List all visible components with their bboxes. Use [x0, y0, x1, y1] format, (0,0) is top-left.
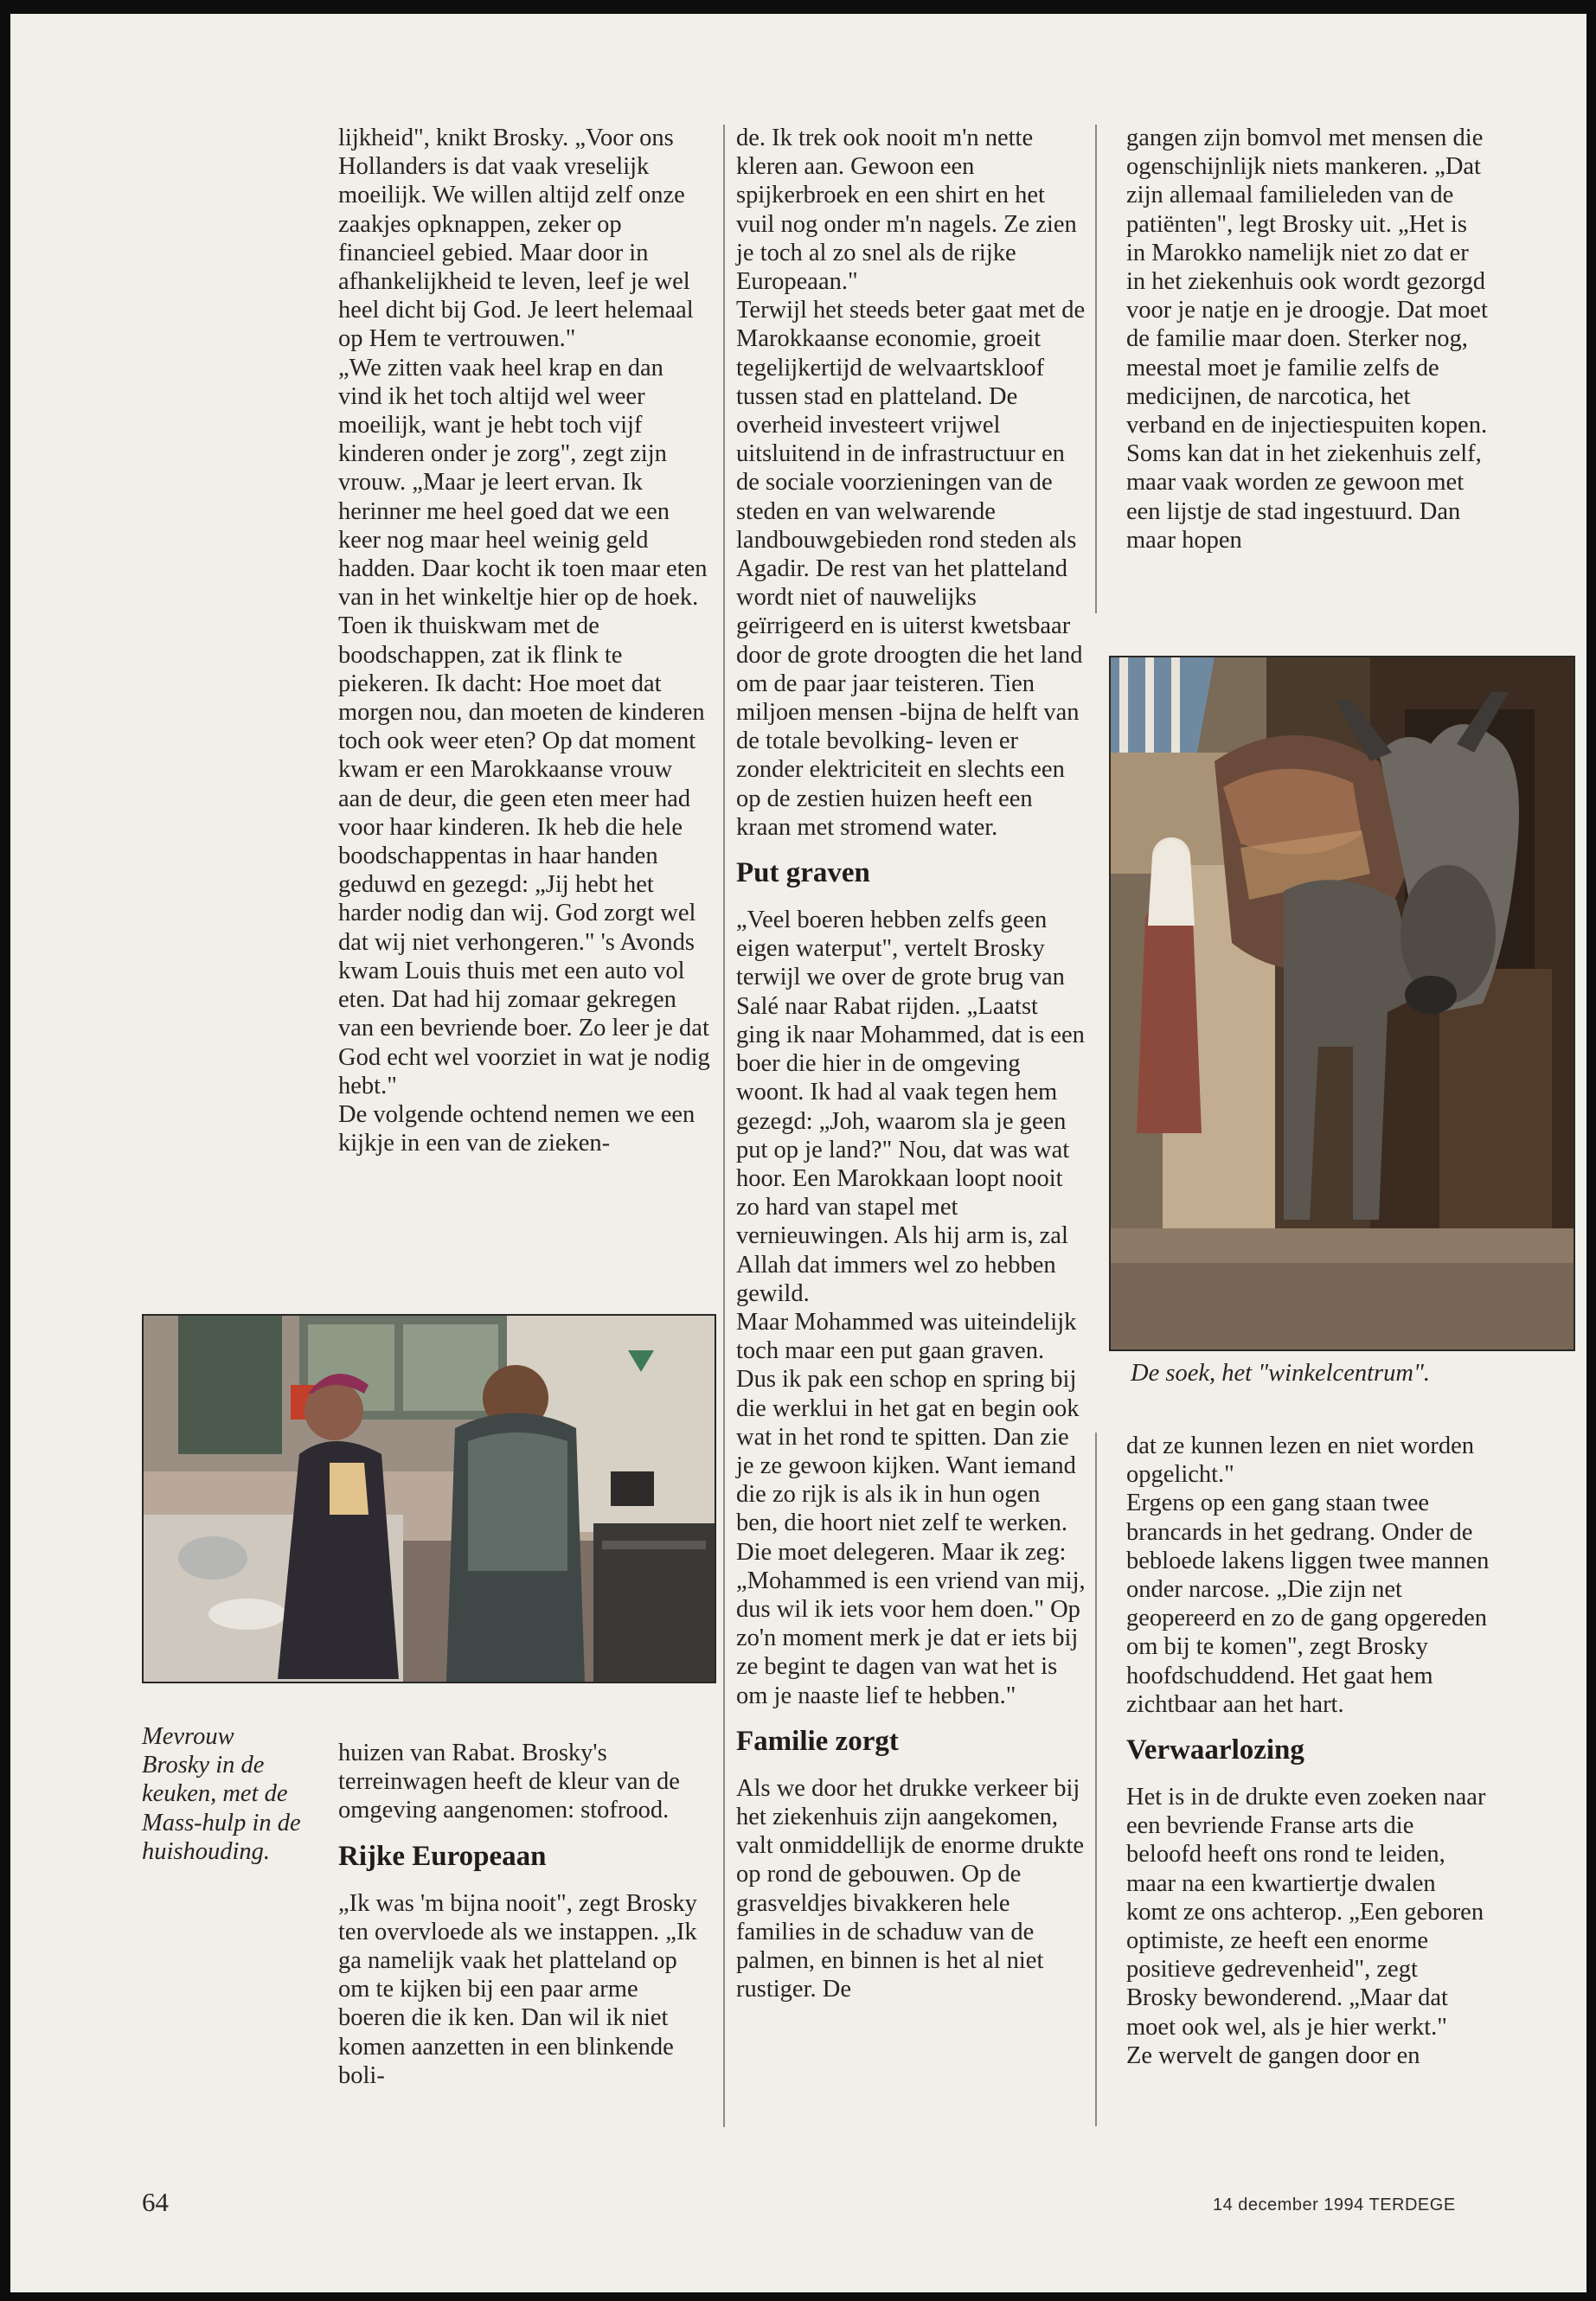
column-1-top: [338, 124, 710, 1157]
souk-caption: De soek, het "winkelcentrum".: [1131, 1360, 1431, 1387]
paragraph: gangen zijn bomvol met mensen die ogenschijnlijk niets mankeren. „Dat zijn allemaal familieleden van de patiënten", legt Brosky uit. „Het is in Marokko namelijk niet zo dat er in het ziekenhuis ook wordt gezorgd voor je natje en je droogje. Dat moet de familie maar doen. Sterker nog, meestal moet je familie zelfs de medicijnen, de narcotica, het verband en de injectiespuiten kopen. Soms kan dat in het ziekenhuis zelf, maar vaak worden ze gewoon met een lijstje de stad ingestuurd. Dan maar hopen: [1126, 125, 1488, 554]
dateline: 14 december 1994 TERDEGE: [1213, 2195, 1456, 2214]
paragraph: Het is in de drukte even zoeken naar een bevriende Franse arts die beloofd heeft ons rond te leiden, maar na een kwartiertje dwalen komt ze ons achterop. „Een geboren optimiste, ze heeft een enorme positieve gedrevenheid", zegt Brosky bewonderend. „Maar dat moet ook wel, als je hier werkt.": [1126, 1784, 1486, 2041]
paragraph: „Ik was 'm bijna nooit", zegt Brosky ten overvloede als we instappen. „Ik ga namelijk vaak het platteland op om te kijken bij een paar arme boeren die ik ken. Dan wil ik niet komen aanzetten in een blinkende boli-: [338, 1889, 697, 2089]
paragraph: Als we door het drukke verkeer bij het ziekenhuis zijn aangekomen, valt onmiddellijk de enorme drukte op rond de gebouwen. Op de grasveldjes bivakkeren hele families in de schaduw van de palmen, en binnen is het al niet rustiger. De: [736, 1774, 1085, 2003]
souk-photo: [1109, 656, 1575, 1351]
column-divider: [1095, 1433, 1097, 2126]
paragraph: De volgende ochtend nemen we een kijkje in een van de zieken-: [338, 1100, 695, 1157]
paragraph: Ze wervelt de gangen door en: [1126, 2041, 1420, 2069]
paragraph: Terwijl het steeds beter gaat met de Marokkaanse economie, groeit tegelijkertijd de welvaartskloof tussen stad en platteland. De overheid investeert vrijwel uitsluitend in de infrastructuur en de sociale voorzieningen van de steden en van welwarende landbouwgebieden rond steden als Agadir. De rest van het platteland wordt niet of nauwelijks geïrrigeerd en is uiterst kwetsbaar door de grote droogten die het land om de paar jaar teisteren. Tien miljoen mensen -bijna de helft van de totale bevolking- leven er zonder elektriciteit en slechts een op de zestien huizen heeft een kraan met stromend water.: [736, 297, 1086, 841]
paragraph: de. Ik trek ook nooit m'n nette kleren aan. Gewoon een spijkerbroek en een shirt en het vuil nog onder m'n nagels. Ze zien je toch al zo snel als de rijke Europeaan.": [736, 125, 1077, 296]
paragraph: Ergens op een gang staan twee brancards in het gedrang. Onder de bebloede lakens liggen twee mannen onder narcose. „Die zijn net geopereerd en zo de gang opgereden om bij te komen", zegt Brosky hoofdschuddend. Het gaat hem zichtbaar aan het hart.: [1126, 1490, 1490, 1718]
page-number: 64: [142, 2187, 169, 2217]
column-2: [736, 124, 1086, 2003]
column-divider: [723, 125, 725, 2127]
section-heading: Put graven: [736, 857, 870, 889]
kitchen-caption: Mevrouw Brosky in de keuken, met de Mass-hulp in de huishouding.: [142, 1723, 301, 1865]
column-divider: [1095, 125, 1097, 613]
column-3-bottom: [1126, 1432, 1490, 2070]
section-heading: Rijke Europeaan: [338, 1840, 547, 1872]
column-3-top: [1126, 124, 1490, 554]
magazine-page: [10, 14, 1586, 2292]
section-heading: Familie zorgt: [736, 1725, 899, 1757]
paragraph: dat ze kunnen lezen en niet worden opgelicht.": [1126, 1433, 1474, 1489]
paragraph: „We zitten vaak heel krap en dan vind ik het toch altijd wel weer moeilijk, want je hebt toch vijf kinderen onder je zorg", zegt zijn vrouw. „Maar je leert ervan. Ik herinner me heel goed dat we een keer nog maar heel weinig geld hadden. Daar kocht ik toen maar eten van in het winkeltje hier op de hoek. Toen ik thuiskwam met de boodschappen, zat ik flink te piekeren. Ik dacht: Hoe moet dat morgen nou, dan moeten de kinderen toch ook weer eten? Op dat moment kwam er een Marokkaanse vrouw aan de deur, die geen eten meer had voor haar kinderen. Ik heb die hele boodschappentas in haar handen geduwd en gezegd: „Jij hebt het harder nodig dan wij. God zorgt wel dat wij niet verhongeren." 's Avonds kwam Louis thuis met een auto vol eten. Dat had hij zomaar gekregen van een bevriende boer. Zo leer je dat God echt wel voorziet in wat je nodig hebt.": [338, 354, 710, 1099]
paragraph: huizen van Rabat. Brosky's terreinwagen heeft de kleur van de omgeving aangenomen: stofrood.: [338, 1740, 680, 1824]
paragraph: Maar Mohammed was uiteindelijk toch maar een put gaan graven. Dus ik pak een schop en spring bij die werklui in het gat en begin ook wat in het rond te spitten. Dan zie je ze gewoon kijken. Want iemand die zo rijk is als ik in hun ogen ben, die hoort niet zelf te werken. Die moet delegeren. Maar ik zeg: „Mohammed is een vriend van mij, dus wil ik iets voor hem doen." Op zo'n moment merk je dat er iets bij ze begint te dagen van wat het is om je naaste lief te hebben.": [736, 1308, 1086, 1709]
column-1-bottom: [338, 1739, 710, 2090]
kitchen-photo: [142, 1314, 716, 1683]
section-heading: Verwaarlozing: [1126, 1734, 1304, 1766]
paragraph: lijkheid", knikt Brosky. „Voor ons Hollanders is dat vaak vreselijk moeilijk. We willen altijd zelf onze zaakjes opknappen, zeker op financieel gebied. Maar door in afhankelijkheid te leven, leef je wel heel dicht bij God. Je leert helemaal op Hem te vertrouwen.": [338, 125, 694, 353]
paragraph: „Veel boeren hebben zelfs geen eigen waterput", vertelt Brosky terwijl we over de grote brug van Salé naar Rabat rijden. „Laatst ging ik naar Mohammed, dat is een boer die hier in de omgeving woont. Ik had al vaak tegen hem gezegd: „Joh, waarom sla je geen put op je land?" Nou, dat was wat hoor. Een Marokkaan loopt nooit zo hard van stapel met vernieuwingen. Als hij arm is, zal Allah dat immers wel zo hebben gewild.: [736, 907, 1085, 1307]
